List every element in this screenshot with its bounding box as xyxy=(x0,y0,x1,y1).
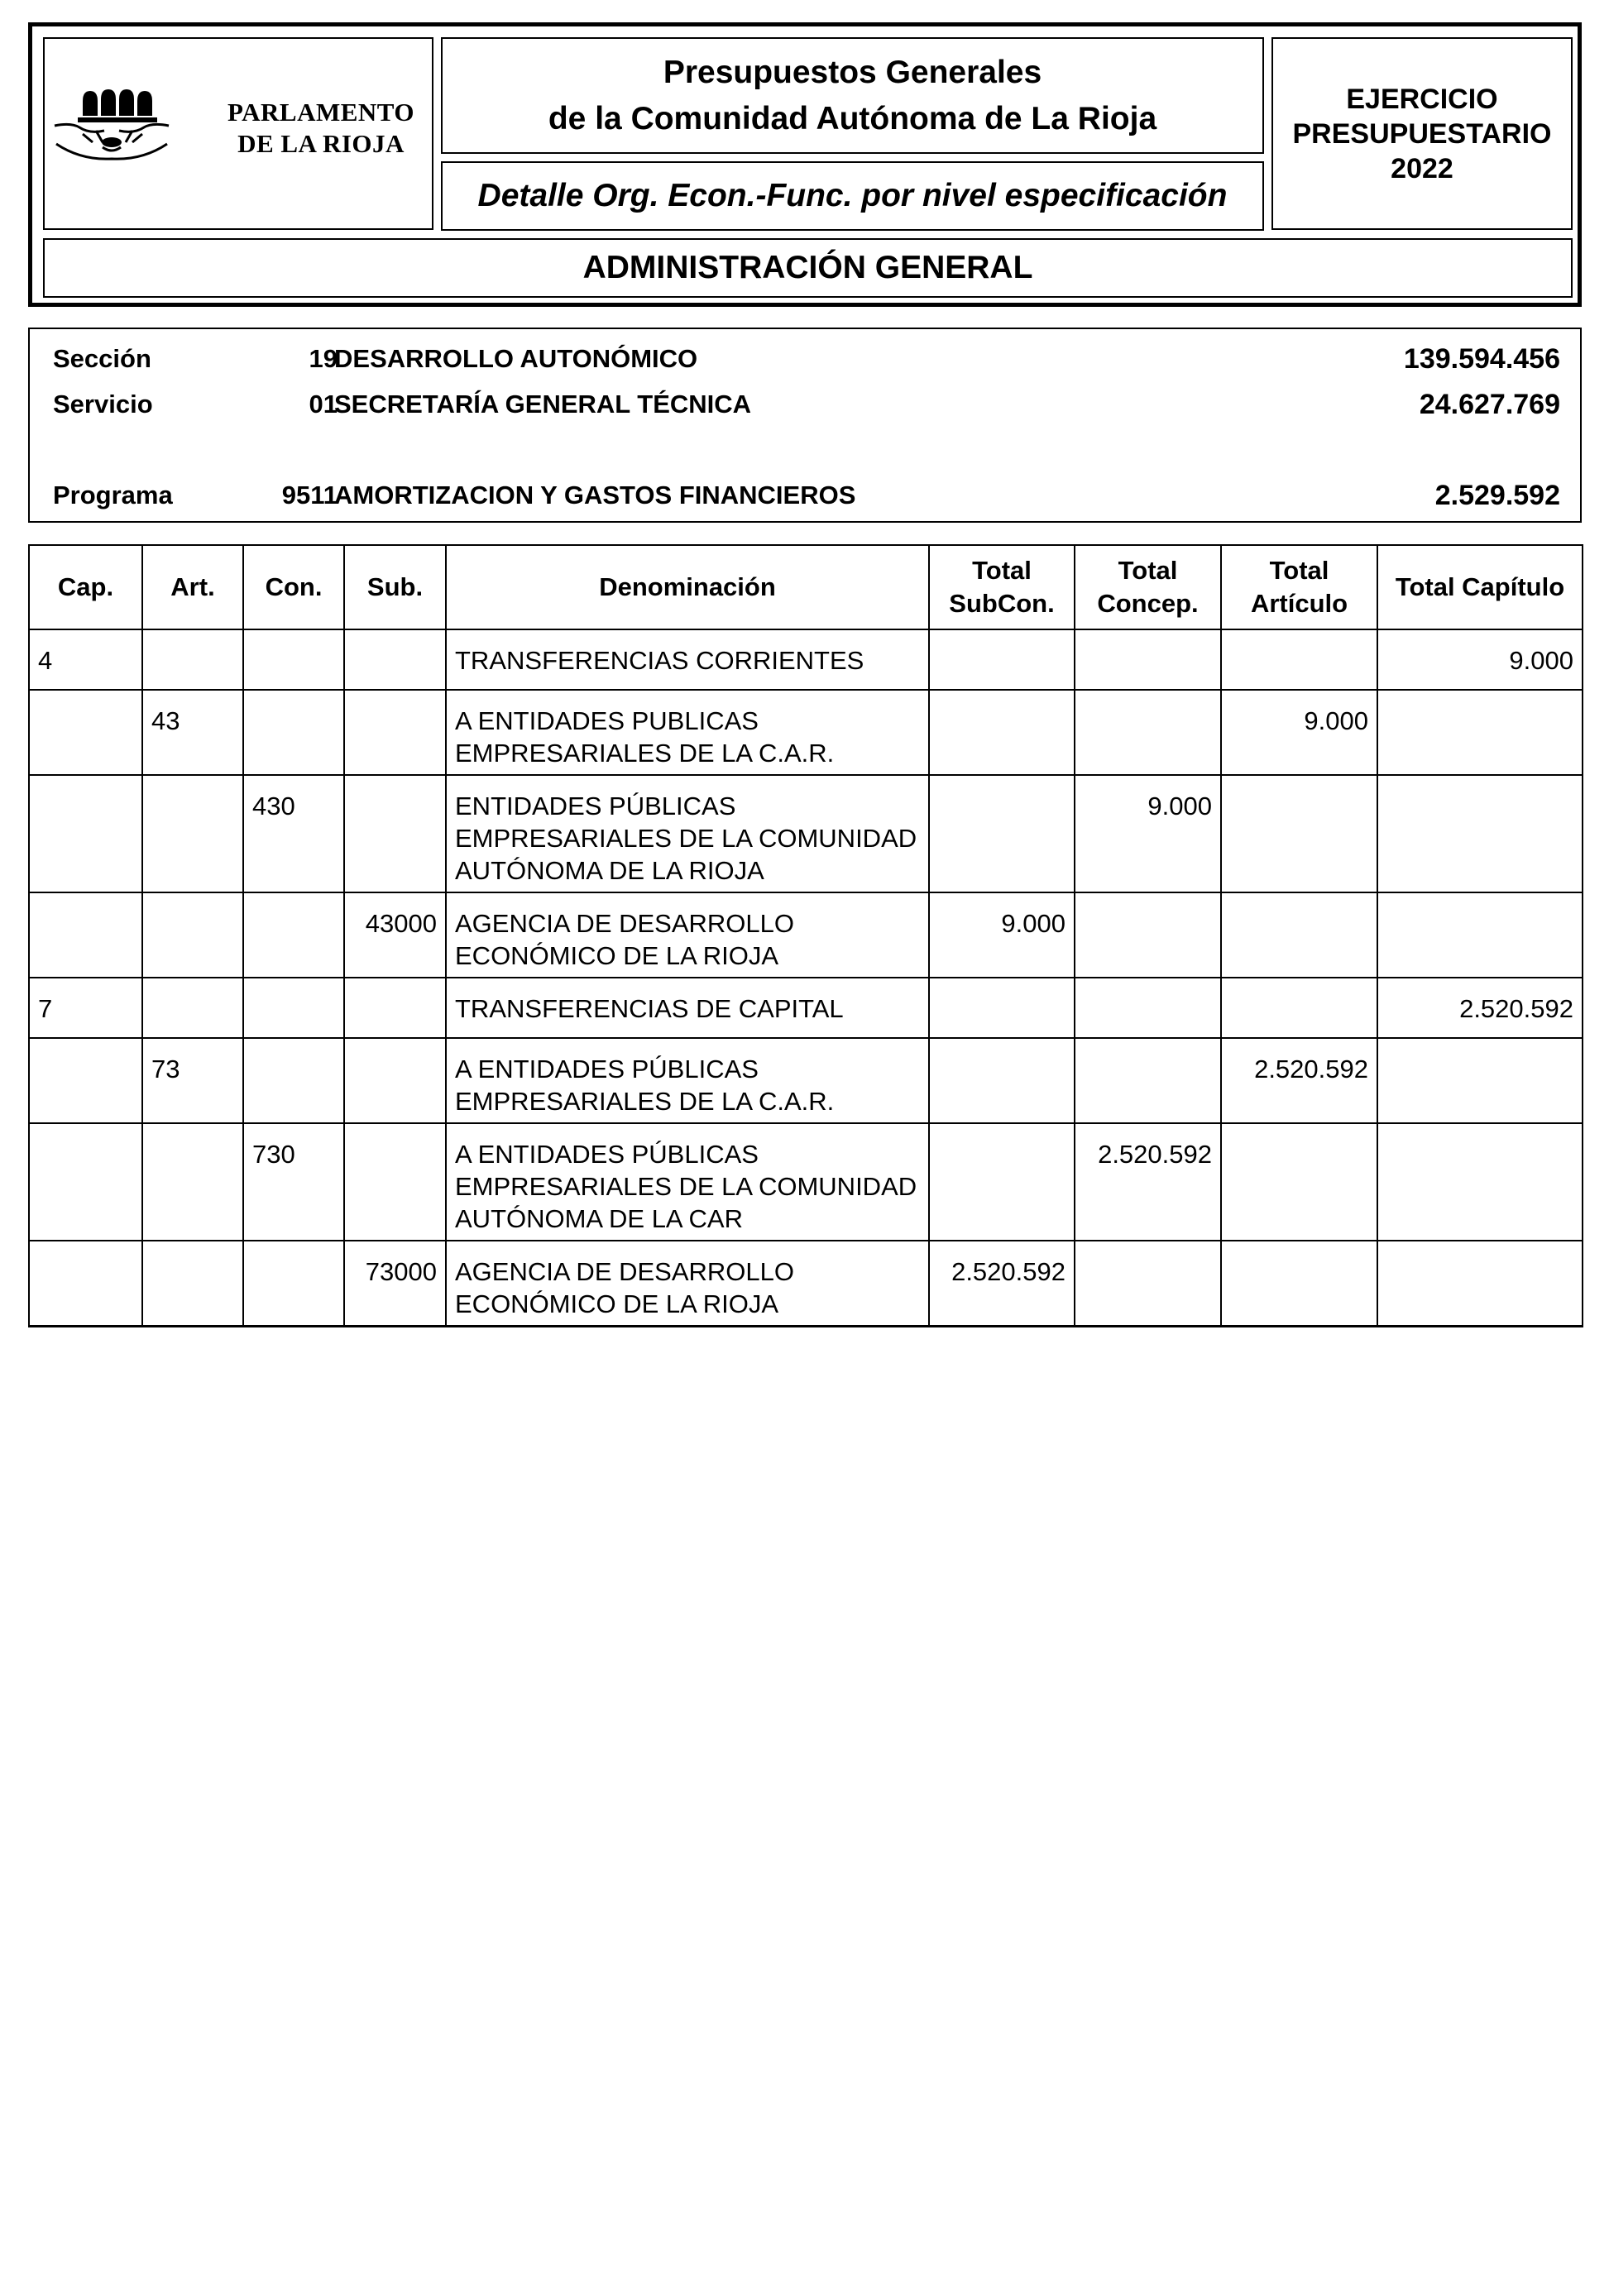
cell-total-subcon xyxy=(929,978,1075,1038)
cell-total-articulo xyxy=(1221,1241,1377,1327)
cell-total-capitulo xyxy=(1377,1123,1583,1241)
cell-sub xyxy=(344,775,446,892)
cell-total-articulo xyxy=(1221,775,1377,892)
cell-total-concep: 9.000 xyxy=(1075,775,1221,892)
column-header: Con. xyxy=(243,545,344,629)
column-header: Cap. xyxy=(29,545,142,629)
cell-art xyxy=(142,775,243,892)
info-label: Sección xyxy=(53,344,151,373)
cell-total-capitulo xyxy=(1377,1241,1583,1327)
cell-cap xyxy=(29,1241,142,1327)
cell-sub xyxy=(344,690,446,775)
info-description: SECRETARÍA GENERAL TÉCNICA xyxy=(334,390,752,419)
info-amount: 24.627.769 xyxy=(1419,389,1560,420)
cell-con xyxy=(243,1038,344,1123)
cell-total-subcon xyxy=(929,1038,1075,1123)
info-row-seccion xyxy=(30,338,1580,380)
cell-total-capitulo xyxy=(1377,690,1583,775)
cell-total-capitulo: 9.000 xyxy=(1377,629,1583,690)
logo-panel xyxy=(43,37,433,230)
cell-total-concep xyxy=(1075,690,1221,775)
cell-con xyxy=(243,892,344,978)
cell-total-subcon xyxy=(929,629,1075,690)
cell-denominacion: AGENCIA DE DESARROLLO ECONÓMICO DE LA RIOJA xyxy=(446,1241,929,1327)
column-header: Total Concep. xyxy=(1075,545,1221,629)
budget-detail-table xyxy=(28,544,1583,1327)
table-header-row xyxy=(29,545,1583,629)
cell-con: 430 xyxy=(243,775,344,892)
cell-total-capitulo xyxy=(1377,892,1583,978)
cell-total-capitulo: 2.520.592 xyxy=(1377,978,1583,1038)
exercise-line: EJERCICIO xyxy=(1346,83,1498,115)
document-title-line: Presupuestos Generales xyxy=(663,54,1042,90)
table-row xyxy=(29,892,1583,978)
column-header: Total SubCon. xyxy=(929,545,1075,629)
cell-total-concep xyxy=(1075,1038,1221,1123)
document-header xyxy=(28,22,1582,307)
info-description: DESARROLLO AUTONÓMICO xyxy=(334,344,698,373)
cell-con xyxy=(243,690,344,775)
cell-total-subcon xyxy=(929,1123,1075,1241)
cell-total-articulo xyxy=(1221,1123,1377,1241)
cell-sub xyxy=(344,629,446,690)
cell-art xyxy=(142,892,243,978)
info-label: Servicio xyxy=(53,390,153,419)
cell-total-articulo xyxy=(1221,629,1377,690)
info-amount: 2.529.592 xyxy=(1434,480,1560,511)
cell-art: 43 xyxy=(142,690,243,775)
cell-cap: 4 xyxy=(29,629,142,690)
cell-total-articulo xyxy=(1221,978,1377,1038)
table-row xyxy=(29,1038,1583,1123)
column-header: Total Capítulo xyxy=(1377,545,1583,629)
info-code: 9511 xyxy=(281,481,338,509)
budget-info-panel xyxy=(28,328,1582,523)
cell-cap: 7 xyxy=(29,978,142,1038)
cell-art xyxy=(142,629,243,690)
cell-total-subcon: 9.000 xyxy=(929,892,1075,978)
table-row xyxy=(29,775,1583,892)
cell-con xyxy=(243,1241,344,1327)
cell-total-articulo: 2.520.592 xyxy=(1221,1038,1377,1123)
info-amount: 139.594.456 xyxy=(1403,343,1560,375)
logo-line: DE LA RIOJA xyxy=(237,129,405,158)
info-row-programa xyxy=(30,475,1580,516)
cell-con xyxy=(243,978,344,1038)
column-header: Total Artículo xyxy=(1221,545,1377,629)
cell-art: 73 xyxy=(142,1038,243,1123)
cell-cap xyxy=(29,690,142,775)
logo-line: PARLAMENTO xyxy=(227,98,415,127)
table-row xyxy=(29,978,1583,1038)
cell-art xyxy=(142,1123,243,1241)
cell-sub: 73000 xyxy=(344,1241,446,1327)
cell-art xyxy=(142,1241,243,1327)
cell-sub xyxy=(344,978,446,1038)
cell-sub xyxy=(344,1038,446,1123)
cell-total-capitulo xyxy=(1377,775,1583,892)
column-header: Art. xyxy=(142,545,243,629)
cell-total-concep xyxy=(1075,892,1221,978)
section-title: ADMINISTRACIÓN GENERAL xyxy=(43,238,1573,298)
table-row xyxy=(29,690,1583,775)
cell-cap xyxy=(29,892,142,978)
cell-denominacion: TRANSFERENCIAS DE CAPITAL xyxy=(446,978,929,1038)
logo-wordmark xyxy=(213,97,429,160)
column-header: Denominación xyxy=(446,545,929,629)
cell-cap xyxy=(29,1038,142,1123)
cell-con xyxy=(243,629,344,690)
title-panel xyxy=(441,37,1264,154)
document-subtitle: Detalle Org. Econ.-Func. por nivel especificación xyxy=(441,161,1264,231)
cell-art xyxy=(142,978,243,1038)
info-label: Programa xyxy=(53,481,173,509)
table-row xyxy=(29,1241,1583,1327)
cell-cap xyxy=(29,775,142,892)
cell-denominacion: AGENCIA DE DESARROLLO ECONÓMICO DE LA RIOJA xyxy=(446,892,929,978)
info-description: AMORTIZACION Y GASTOS FINANCIEROS xyxy=(334,481,856,509)
info-row-servicio xyxy=(30,384,1580,425)
cell-total-concep xyxy=(1075,629,1221,690)
exercise-panel xyxy=(1271,37,1573,230)
cell-sub: 43000 xyxy=(344,892,446,978)
cell-denominacion: A ENTIDADES PUBLICAS EMPRESARIALES DE LA C.A.R. xyxy=(446,690,929,775)
cell-cap xyxy=(29,1123,142,1241)
exercise-line: PRESUPUESTARIO xyxy=(1292,117,1552,150)
exercise-year: 2022 xyxy=(1391,152,1453,184)
cell-total-capitulo xyxy=(1377,1038,1583,1123)
cell-denominacion: A ENTIDADES PÚBLICAS EMPRESARIALES DE LA C.A.R. xyxy=(446,1038,929,1123)
info-code: 19 xyxy=(309,344,338,373)
document-title-line: de la Comunidad Autónoma de La Rioja xyxy=(548,100,1157,136)
cell-total-concep: 2.520.592 xyxy=(1075,1123,1221,1241)
table-row xyxy=(29,629,1583,690)
cell-total-concep xyxy=(1075,978,1221,1038)
cell-sub xyxy=(344,1123,446,1241)
column-header: Sub. xyxy=(344,545,446,629)
cell-total-articulo xyxy=(1221,892,1377,978)
table-row xyxy=(29,1123,1583,1241)
cell-con: 730 xyxy=(243,1123,344,1241)
cell-total-concep xyxy=(1075,1241,1221,1327)
cell-total-articulo: 9.000 xyxy=(1221,690,1377,775)
cell-denominacion: ENTIDADES PÚBLICAS EMPRESARIALES DE LA COMUNIDAD AUTÓNOMA DE LA RIOJA xyxy=(446,775,929,892)
parliament-logo-icon xyxy=(50,76,174,175)
cell-total-subcon xyxy=(929,690,1075,775)
cell-denominacion: A ENTIDADES PÚBLICAS EMPRESARIALES DE LA COMUNIDAD AUTÓNOMA DE LA CAR xyxy=(446,1123,929,1241)
info-code: 01 xyxy=(309,390,338,419)
cell-denominacion: TRANSFERENCIAS CORRIENTES xyxy=(446,629,929,690)
cell-total-subcon xyxy=(929,775,1075,892)
cell-total-subcon: 2.520.592 xyxy=(929,1241,1075,1327)
